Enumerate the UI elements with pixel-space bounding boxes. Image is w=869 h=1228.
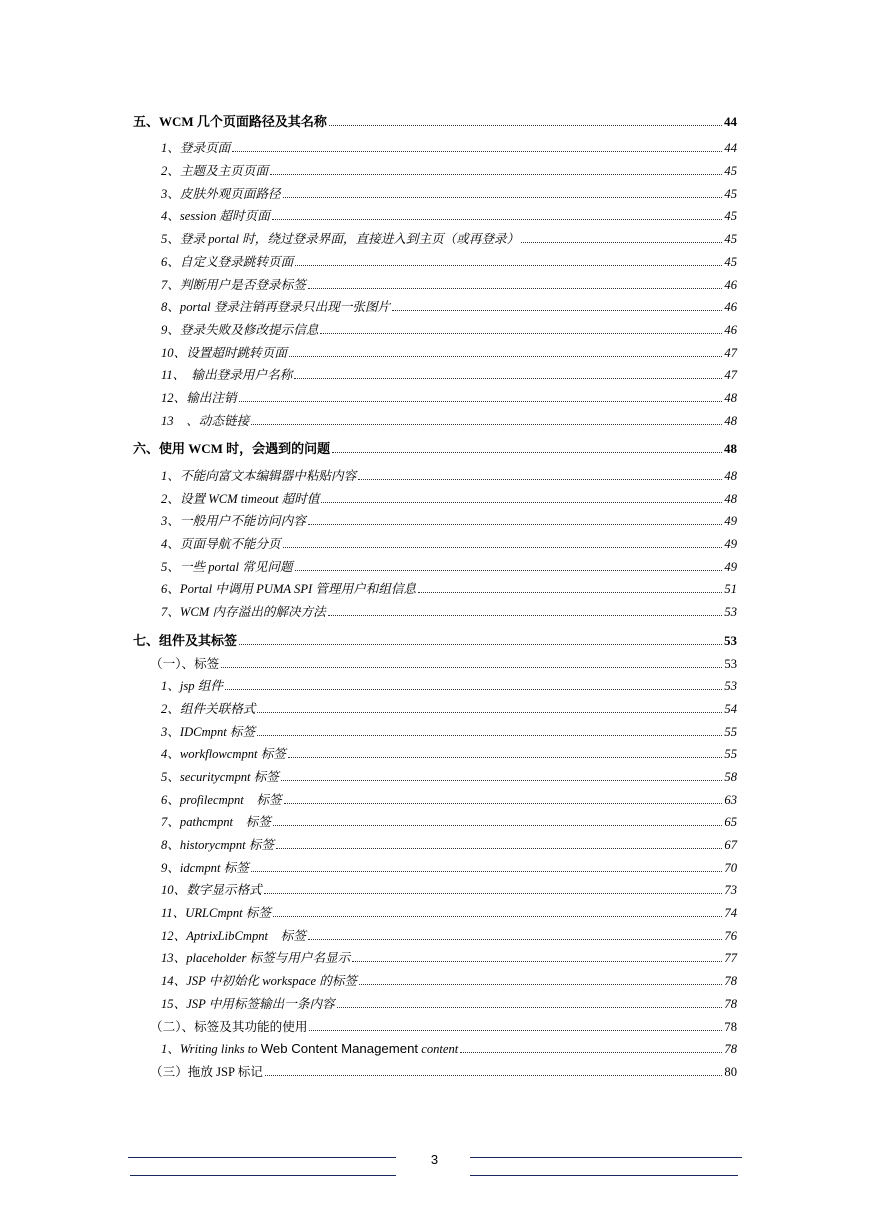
toc-page-number: 78	[724, 996, 737, 1011]
dot-leader	[309, 1030, 722, 1031]
toc-page-number: 53	[724, 656, 737, 671]
toc-entry-title-text: 7、WCM 内存溢出的解决方法	[161, 605, 326, 620]
toc-page-number: 78	[724, 974, 737, 989]
toc-entry-title-text: 7、判断用户是否登录标签	[161, 277, 306, 292]
toc-entry-title	[150, 1064, 264, 1080]
toc-page-number: 46	[724, 300, 737, 315]
toc-entry-title-text: 9、idcmpnt 标签	[161, 860, 249, 875]
dot-leader	[288, 757, 722, 758]
toc-page-number: 45	[724, 254, 737, 269]
toc-page-number: 76	[724, 928, 737, 943]
toc-entry-title	[161, 604, 327, 620]
toc-entry-title-text: 11、URLCmpnt 标签	[161, 906, 271, 921]
toc-page-number: 53	[724, 632, 737, 648]
dot-leader	[308, 288, 722, 289]
toc-entry[interactable]	[161, 270, 737, 293]
toc-entry[interactable]	[161, 552, 737, 575]
toc-entry-title-text: 2、设置 WCM timeout 超时值	[161, 491, 320, 506]
toc-page-number: 58	[724, 769, 737, 784]
toc-entry-title	[133, 114, 328, 130]
toc-entry-title	[161, 814, 272, 830]
toc-page-number: 73	[724, 883, 737, 898]
dot-leader	[283, 197, 722, 198]
toc-entry-title	[161, 882, 263, 898]
toc-entry-title	[150, 1019, 308, 1035]
dot-leader	[225, 689, 722, 690]
toc-section-entry[interactable]	[133, 107, 737, 130]
toc-entry-title	[161, 254, 294, 270]
toc-entry[interactable]	[161, 808, 737, 831]
dot-leader	[332, 452, 722, 453]
dot-leader	[328, 615, 722, 616]
footer-rule-left-bottom	[130, 1175, 396, 1176]
toc-entry[interactable]	[161, 853, 737, 876]
toc-entry[interactable]	[161, 672, 737, 695]
toc-entry-title	[161, 724, 256, 740]
toc-page-number: 77	[724, 951, 737, 966]
dot-leader	[352, 961, 722, 962]
toc-page-number: 46	[724, 277, 737, 292]
toc-entry-title	[161, 140, 231, 156]
toc-page-number: 49	[724, 559, 737, 574]
page-number: 3	[430, 1152, 439, 1167]
dot-leader	[264, 893, 722, 894]
toc-entry[interactable]	[161, 717, 737, 740]
dot-leader	[251, 424, 722, 425]
toc-entry-title	[161, 769, 280, 785]
toc-entry-title	[161, 299, 391, 315]
toc-entry-title-text: 12、AptrixLibCmpnt 标签	[161, 928, 306, 943]
toc-page-number: 48	[724, 390, 737, 405]
toc-page-number: 51	[724, 582, 737, 597]
toc-entry-title	[161, 536, 282, 552]
toc-entry-title-text: 2、组件关联格式	[161, 701, 256, 716]
toc-entry-title-text: 5、securitycmpnt 标签	[161, 769, 279, 784]
toc-entry-title	[161, 1041, 459, 1057]
dot-leader	[273, 825, 722, 826]
dot-leader	[460, 1052, 722, 1053]
toc-entry-title-text: 15、JSP 中用标签输出一条内容	[161, 996, 335, 1011]
toc-page-number: 47	[724, 368, 737, 383]
toc-entry-title	[161, 491, 320, 507]
toc-page-number: 67	[724, 838, 737, 852]
dot-leader	[239, 401, 722, 402]
toc-page-number: 49	[724, 514, 737, 529]
toc-entry-title-text: 1、jsp 组件	[161, 679, 223, 694]
toc-page-number: 48	[724, 469, 737, 483]
toc-entry-title	[161, 950, 351, 966]
toc-entry[interactable]	[161, 529, 737, 552]
toc-page-number: 65	[724, 815, 737, 830]
dot-leader	[358, 479, 722, 480]
dot-leader	[295, 265, 722, 266]
dot-leader	[232, 151, 722, 152]
toc-entry-title-text: 1、不能向富文本编辑器中粘贴内容	[161, 469, 357, 483]
dot-leader	[289, 356, 722, 357]
toc-entry-title	[161, 678, 224, 694]
toc-entry-title-text: 10、设置超时跳转页面	[161, 345, 287, 360]
toc-entry-title-text: （二）、标签及其功能的使用	[150, 1019, 308, 1034]
toc-entry-title-text: 七、组件及其标签	[133, 632, 238, 648]
dot-leader	[337, 1007, 722, 1008]
toc-page-number: 44	[724, 113, 737, 129]
toc-page-number: 44	[724, 141, 737, 156]
toc-entry[interactable]	[161, 921, 737, 944]
toc-page-number: 48	[724, 413, 737, 428]
toc-entry[interactable]	[161, 461, 737, 484]
dot-leader	[392, 310, 722, 311]
toc-page-number: 45	[724, 164, 737, 179]
toc-entry-title	[161, 277, 307, 293]
dot-leader	[308, 939, 722, 940]
toc-entry[interactable]	[161, 484, 737, 507]
footer-rule-right-bottom	[470, 1175, 738, 1176]
toc-entry[interactable]	[161, 507, 737, 530]
table-of-contents	[0, 107, 869, 1080]
toc-entry-title-text: 5、一些 portal 常见问题	[161, 559, 293, 574]
dot-leader	[265, 1075, 722, 1076]
toc-page-number: 48	[724, 441, 737, 457]
toc-entry[interactable]	[161, 694, 737, 717]
toc-entry[interactable]	[161, 383, 737, 406]
toc-entry[interactable]	[161, 406, 737, 429]
toc-entry[interactable]	[161, 134, 737, 157]
dot-leader	[359, 984, 722, 985]
toc-entry-title	[161, 513, 307, 529]
toc-entry-title	[161, 792, 283, 808]
dot-leader	[294, 378, 722, 379]
toc-entry-title	[161, 163, 269, 179]
toc-section-entry[interactable]	[133, 435, 737, 458]
toc-entry-title	[161, 837, 275, 853]
toc-section-entry[interactable]	[133, 626, 737, 649]
toc-entry[interactable]	[161, 830, 737, 853]
toc-entry[interactable]	[161, 179, 737, 202]
toc-entry-title	[161, 413, 250, 429]
toc-entry-title	[161, 208, 271, 224]
toc-page-number: 54	[724, 701, 737, 716]
toc-page-number: 45	[724, 209, 737, 224]
toc-entry-title	[161, 559, 294, 575]
toc-entry-title-text: 6、Portal 中调用 PUMA SPI 管理用户和组信息	[161, 582, 417, 597]
toc-entry-title-text: 8、portal 登录注销再登录只出现一张图片	[161, 300, 391, 315]
toc-entry-title	[133, 633, 238, 649]
toc-entry-title	[161, 581, 417, 597]
toc-entry[interactable]	[150, 649, 737, 672]
toc-entry-title-text: 7、pathcmpnt 标签	[161, 815, 271, 830]
toc-page-number: 49	[724, 537, 737, 552]
toc-entry-title-tail: content	[418, 1042, 459, 1057]
toc-entry-title	[161, 367, 293, 383]
dot-leader	[273, 916, 722, 917]
toc-entry-title-text: 13、placeholder 标签与用户名显示	[161, 951, 351, 966]
toc-entry[interactable]	[150, 1012, 737, 1035]
toc-page-number: 47	[724, 345, 737, 360]
toc-page-number: 55	[724, 747, 737, 762]
toc-entry[interactable]	[161, 785, 737, 808]
toc-entry-title-text: （三）拖放 JSP 标记	[150, 1064, 263, 1079]
toc-page-number: 45	[724, 232, 737, 247]
toc-entry-title	[161, 860, 250, 876]
toc-entry[interactable]	[161, 966, 737, 989]
toc-entry[interactable]	[161, 315, 737, 338]
toc-entry[interactable]	[161, 247, 737, 270]
toc-entry-title-text: 1、Writing links to	[161, 1042, 261, 1057]
toc-entry-title	[161, 701, 256, 717]
toc-entry[interactable]	[161, 1035, 737, 1058]
dot-leader	[251, 871, 722, 872]
dot-leader	[295, 570, 722, 571]
toc-entry-title-text: 5、登录 portal 时，绕过登录界面，直接进入到主页（或再登录）	[161, 232, 520, 247]
toc-entry-title	[161, 390, 238, 406]
toc-entry-title	[161, 186, 282, 202]
toc-entry-title-text: 五、WCM 几个页面路径及其名称	[133, 113, 327, 129]
toc-page-number: 70	[724, 860, 737, 875]
toc-entry-title	[133, 441, 331, 457]
toc-page-number: 46	[724, 322, 737, 337]
dot-leader	[239, 644, 722, 645]
toc-entry[interactable]	[161, 202, 737, 225]
dot-leader	[257, 735, 722, 736]
toc-entry-title-text: （一）、标签	[150, 656, 220, 671]
dot-leader	[284, 803, 722, 804]
dot-leader	[521, 242, 722, 243]
toc-entry-title-product: Web Content Management	[260, 1041, 419, 1057]
dot-leader	[283, 547, 722, 548]
toc-entry-title	[161, 746, 287, 762]
toc-entry[interactable]	[161, 293, 737, 316]
toc-entry[interactable]	[161, 762, 737, 785]
dot-leader	[276, 848, 722, 849]
toc-entry-title	[161, 973, 358, 989]
toc-page-number: 63	[724, 792, 737, 807]
toc-entry[interactable]	[161, 575, 737, 598]
toc-entry-title-text: 1、登录页面	[161, 141, 231, 156]
toc-entry-title	[161, 905, 272, 921]
toc-entry-title-text: 2、主题及主页页面	[161, 164, 269, 179]
dot-leader	[257, 712, 722, 713]
toc-page-number: 80	[724, 1064, 737, 1079]
toc-entry[interactable]	[161, 944, 737, 967]
toc-entry-title	[161, 468, 357, 484]
dot-leader	[272, 219, 722, 220]
toc-entry[interactable]	[150, 1057, 737, 1080]
toc-entry-title-text: 13 、动态链接	[161, 413, 250, 428]
toc-page-number: 74	[724, 906, 737, 921]
toc-entry-title-text: 六、使用 WCM 时，会遇到的问题	[133, 441, 331, 457]
toc-entry[interactable]	[161, 898, 737, 921]
toc-page-number: 78	[724, 1019, 737, 1034]
dot-leader	[320, 333, 722, 334]
toc-entry-title-text: 14、JSP 中初始化 workspace 的标签	[161, 974, 358, 989]
toc-entry-title-text: 9、登录失败及修改提示信息	[161, 322, 319, 337]
toc-page-number: 45	[724, 186, 737, 201]
toc-entry-title-text: 3、皮肤外观页面路径	[161, 186, 281, 201]
dot-leader	[281, 780, 722, 781]
toc-entry-title-text: 4、workflowcmpnt 标签	[161, 747, 286, 762]
toc-entry[interactable]	[161, 876, 737, 899]
toc-entry-title-text: 6、自定义登录跳转页面	[161, 254, 294, 269]
toc-entry[interactable]	[161, 224, 737, 247]
toc-entry-title	[161, 231, 520, 247]
toc-page-number: 55	[724, 724, 737, 739]
toc-entry-title	[161, 996, 336, 1012]
toc-entry[interactable]	[161, 156, 737, 179]
toc-entry-title-text: 3、IDCmpnt 标签	[161, 724, 256, 739]
toc-page-number: 48	[724, 491, 737, 506]
toc-entry-title-text: 6、profilecmpnt 标签	[161, 792, 282, 807]
toc-page-number: 53	[724, 605, 737, 620]
dot-leader	[418, 592, 722, 593]
toc-entry-title-text: 12、输出注销	[161, 390, 237, 405]
toc-entry-title-text: 3、一般用户不能访问内容	[161, 514, 306, 529]
toc-entry-title	[150, 656, 220, 672]
toc-entry[interactable]	[161, 338, 737, 361]
toc-entry[interactable]	[161, 597, 737, 620]
toc-entry[interactable]	[161, 989, 737, 1012]
toc-entry-title	[161, 345, 288, 361]
toc-entry-title	[161, 322, 319, 338]
toc-entry-title-text: 4、页面导航不能分页	[161, 537, 281, 552]
toc-entry-title-text: 10、数字显示格式	[161, 883, 262, 898]
toc-entry-title-text: 4、session 超时页面	[161, 209, 270, 224]
toc-entry-title-text: 8、historycmpnt 标签	[161, 838, 274, 852]
toc-entry[interactable]	[161, 740, 737, 763]
toc-entry-title	[161, 928, 307, 944]
dot-leader	[321, 502, 722, 503]
dot-leader	[329, 125, 722, 126]
dot-leader	[221, 667, 722, 668]
dot-leader	[308, 524, 722, 525]
toc-page-number: 53	[724, 679, 737, 694]
toc-page-number: 78	[724, 1042, 737, 1057]
toc-entry-title-text: 11、 输出登录用户名称	[161, 368, 293, 383]
toc-entry[interactable]	[161, 361, 737, 384]
dot-leader	[270, 174, 722, 175]
